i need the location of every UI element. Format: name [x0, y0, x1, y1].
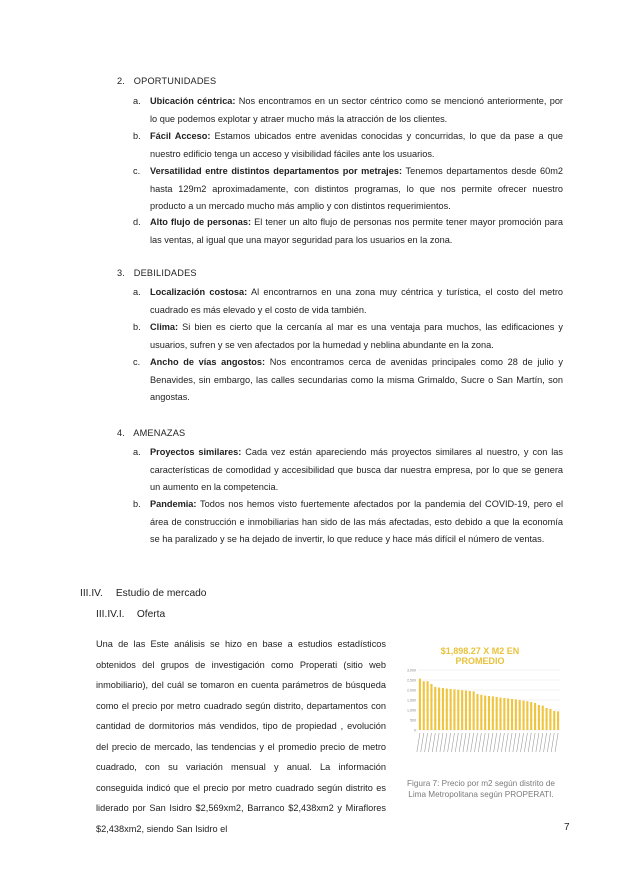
figure-caption: [392, 778, 570, 800]
x-category-label: [432, 733, 435, 752]
x-category-label: [467, 733, 470, 752]
item-text: Todos nos hemos visto fuertemente afectados por la pandemia del COVID-19, pero el área de construcción e inmobiliarias han sido de las más afectadas, esto debido a que la economía se ha paralizado y se ha dejado de invertir, lo que reduce y hace más difícil el número de ventas.: [150, 499, 563, 544]
chart-bar: [453, 689, 455, 730]
item-letter: b.: [133, 499, 141, 509]
x-category-label: [540, 733, 543, 752]
item-text: Cada vez están apareciendo más proyectos similares al nuestro, y con las características de comodidad y accesibilidad que busca dar nuestra empresa, por lo que se genera un aumento en la competencia.: [150, 447, 563, 492]
y-tick-label: 1,000: [407, 708, 416, 713]
chart-bar: [461, 690, 463, 730]
heading-estudio-de-mercado: [80, 588, 206, 599]
x-category-label: [524, 733, 527, 752]
page-number: 7: [564, 822, 570, 833]
x-category-label: [421, 733, 424, 752]
item-letter: b.: [133, 131, 141, 141]
list-item: [133, 163, 563, 216]
bar-chart: [396, 642, 564, 760]
section-title: DEBILIDADES: [133, 268, 197, 278]
list-item: [133, 128, 563, 163]
x-category-label: [513, 733, 516, 752]
x-category-label: [555, 733, 558, 752]
item-text: Si bien es cierto que la cercanía al mar es una ventaja para muchos, las edificaciones y usuarios, sufren y se ven afectados por la humedad y neblina abundante en la zona.: [150, 322, 563, 350]
chart-bar: [476, 694, 478, 730]
x-category-label: [417, 733, 420, 752]
list-item: [133, 496, 563, 549]
chart-bar: [492, 696, 494, 730]
x-category-label: [451, 733, 454, 752]
x-category-label: [436, 733, 439, 752]
item-term: Ubicación céntrica:: [150, 96, 236, 106]
item-term: Proyectos similares:: [150, 447, 242, 457]
chart-bar: [542, 706, 544, 730]
item-letter: a.: [133, 447, 141, 457]
item-term: Clima:: [150, 322, 179, 332]
chart-bar: [534, 703, 536, 730]
chart-bar: [526, 701, 528, 730]
body-paragraph: Una de las Este análisis se hizo en base a estudios estadísticos obtenidos del grupos de investigación como Properati (sitio web inmobiliario), del cuál se tomaron en cuenta parámetros de búsqueda como el precio por metro cuadrado según distrito, departamentos con cantidad de dormitorios más vendidos, tipo de propiedad , evolución del precio de mercado, las tendencias y el promedio precio de metro cuadrado, con su variación mensual y anual. La información conseguida indicó que el precio por metro cuadrado según distrito es liderado por San Isidro $2,569xm2, Barranco $2,438xm2 y Miraflores $2,438xm2, siendo San Isidro el: [96, 639, 386, 834]
section-title: OPORTUNIDADES: [133, 76, 217, 86]
chart-bar: [522, 701, 524, 730]
list-item: [133, 284, 563, 319]
item-text: Nos encontramos cerca de avenidas principales como 28 de julio y Benavides, sin embargo, las calles secundarias como la misma Grimaldo, Sucre o San Martín, son angostas.: [150, 357, 563, 402]
list-item: [133, 354, 563, 407]
heading-number: III.IV.I.: [96, 609, 125, 620]
chart-bar: [480, 695, 482, 730]
chart-bar: [469, 691, 471, 730]
chart-bar: [446, 689, 448, 730]
chart-bar: [473, 691, 475, 730]
chart-bar: [423, 681, 425, 730]
x-category-label: [471, 733, 474, 752]
section-number: 4.: [117, 428, 126, 438]
item-letter: b.: [133, 322, 141, 332]
x-category-label: [509, 733, 512, 752]
x-category-label: [501, 733, 504, 752]
x-category-label: [490, 733, 493, 752]
x-category-label: [459, 733, 462, 752]
item-letter: a.: [133, 96, 141, 106]
chart-bar: [496, 697, 498, 730]
chart-bar: [427, 681, 429, 730]
list-item: [133, 319, 563, 354]
chart-bar: [457, 690, 459, 730]
item-letter: a.: [133, 287, 141, 297]
chart-bar: [465, 691, 467, 730]
x-category-label: [455, 733, 458, 752]
x-category-label: [425, 733, 428, 752]
heading-oferta: [96, 609, 165, 620]
heading-title: Estudio de mercado: [115, 588, 207, 599]
x-category-label: [482, 733, 485, 752]
caption-line1: Figura 7: Precio por m2 según distrito de: [407, 779, 555, 788]
x-category-label: [528, 733, 531, 752]
caption-line2: Lima Metropolitana según PROPERATI.: [408, 790, 554, 799]
item-term: Alto flujo de personas:: [150, 217, 252, 227]
x-category-label: [448, 733, 451, 752]
chart-bar: [549, 709, 551, 730]
x-category-label: [440, 733, 443, 752]
chart-bar: [530, 702, 532, 730]
list-item: [133, 214, 563, 249]
chart-bar: [450, 689, 452, 730]
item-text: El tener un alto flujo de personas nos permite tener mayor promoción para las ventas, al igual que una mayor seguridad para los usuarios en la zona.: [150, 217, 563, 245]
section-heading-amenazas: [117, 428, 185, 438]
x-category-label: [544, 733, 547, 752]
chart-bar: [538, 705, 540, 730]
x-category-label: [474, 733, 477, 752]
y-tick-label: 3,000: [407, 668, 416, 673]
chart-bar: [503, 698, 505, 730]
x-category-label: [428, 733, 431, 752]
x-category-label: [494, 733, 497, 752]
item-text: Nos encontramos en un sector céntrico como se mencionó anteriormente, por lo que podemos explotar y atraer mucho más la atracción de los clientes.: [150, 96, 563, 124]
item-letter: c.: [133, 357, 141, 367]
chart-bar: [511, 699, 513, 730]
chart-bar: [419, 679, 421, 730]
chart-bar: [442, 688, 444, 730]
chart-bar: [488, 696, 490, 730]
item-letter: d.: [133, 217, 141, 227]
chart-title-line1: $1,898.27 X M2 EN: [440, 646, 520, 656]
item-text: Estamos ubicados entre avenidas conocidas y concurridas, lo que da pase a que nuestro edificio tenga un acceso y visibilidad fáciles ante los usuarios.: [150, 131, 563, 159]
chart-bar: [507, 698, 509, 730]
chart-bar: [438, 688, 440, 730]
item-text: Tenemos departamentos desde 60m2 hasta 129m2 aproximadamente, con distintos programas, lo que nos permite ofrecer nuestro producto a un mercado mucho más amplio y con distintos requerimientos.: [150, 166, 563, 211]
chart-bar: [430, 684, 432, 730]
x-category-label: [517, 733, 520, 752]
list-item: [133, 444, 563, 497]
y-tick-label: 0: [414, 728, 416, 733]
item-term: Versatilidad entre distintos departamentos por metrajes:: [150, 166, 403, 176]
x-category-label: [551, 733, 554, 752]
figure-chart: [396, 642, 564, 760]
y-tick-label: 500: [410, 718, 416, 723]
x-category-label: [547, 733, 550, 752]
x-category-label: [486, 733, 489, 752]
y-tick-label: 2,000: [407, 688, 416, 693]
chart-bar: [484, 696, 486, 730]
chart-bar: [499, 698, 501, 730]
x-category-label: [536, 733, 539, 752]
chart-bar: [557, 711, 559, 730]
x-category-label: [478, 733, 481, 752]
x-category-label: [532, 733, 535, 752]
section-heading-debilidades: [117, 268, 197, 278]
item-text: Al encontrarnos en una zona muy céntrica y turística, el costo del metro cuadrado es más elevado y el costo de vida también.: [150, 287, 563, 315]
x-category-label: [498, 733, 501, 752]
x-category-label: [521, 733, 524, 752]
item-letter: c.: [133, 166, 141, 176]
item-term: Fácil Acceso:: [150, 131, 211, 141]
item-term: Ancho de vías angostos:: [150, 357, 266, 367]
item-term: Localización costosa:: [150, 287, 248, 297]
chart-bar: [434, 687, 436, 730]
section-number: 2.: [117, 76, 126, 86]
x-category-label: [505, 733, 508, 752]
heading-title: Oferta: [136, 609, 166, 620]
x-category-label: [463, 733, 466, 752]
y-tick-label: 2,500: [407, 678, 416, 683]
item-term: Pandemia:: [150, 499, 197, 509]
section-title: AMENAZAS: [133, 428, 186, 438]
heading-number: III.IV.: [80, 588, 103, 599]
y-tick-label: 1,500: [407, 698, 416, 703]
x-category-label: [444, 733, 447, 752]
chart-title-line2: PROMEDIO: [455, 656, 505, 666]
chart-bar: [515, 699, 517, 730]
section-number: 3.: [117, 268, 126, 278]
chart-bar: [553, 711, 555, 730]
list-item: [133, 93, 563, 128]
section-heading-oportunidades: [117, 76, 216, 86]
chart-bar: [546, 708, 548, 730]
chart-bar: [519, 700, 521, 730]
